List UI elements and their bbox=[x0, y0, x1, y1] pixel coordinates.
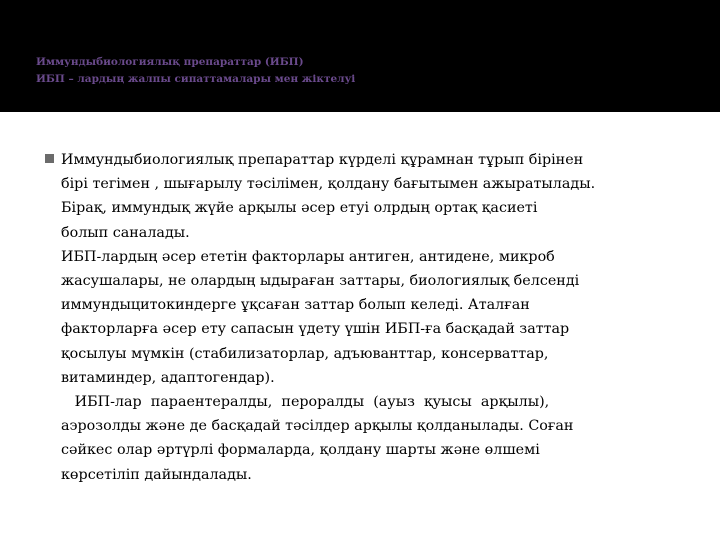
body-line: бірі тегімен , шығарылу тәсілімен, қолдану бағытымен ажыратылады. bbox=[61, 176, 596, 193]
body-line: көрсетіліп дайындалады. bbox=[61, 466, 252, 483]
slide-content bbox=[40, 148, 690, 487]
body-paragraph bbox=[61, 148, 689, 487]
body-line: аэрозолды және де басқадай тәсілдер арқылы қолданылады. Соған bbox=[61, 418, 574, 435]
body-line: болып саналады. bbox=[61, 224, 190, 241]
slide-title-line-1: Иммундыбиологиялық препараттар (ИБП) bbox=[36, 56, 304, 68]
square-bullet-icon bbox=[45, 154, 54, 163]
body-line: жасушалары, не олардың ыдыраған заттары, биологиялық белсенді bbox=[61, 273, 580, 290]
slide-title bbox=[36, 54, 355, 88]
body-line: ИБП-лар параентералды, пероралды (ауыз қуысы арқылы), bbox=[61, 394, 550, 411]
body-line: Бірақ, иммундық жүйе арқылы әсер етуі олрдың ортақ қасиеті bbox=[61, 200, 538, 217]
body-line: иммундыцитокиндерге ұқсаған заттар болып келеді. Аталған bbox=[61, 297, 530, 314]
body-line: сәйкес олар әртүрлі формаларда, қолдану шарты және өлшемі bbox=[61, 442, 540, 459]
body-line: Иммундыбиологиялық препараттар күрделі құрамнан тұрып бірінен bbox=[61, 152, 584, 168]
slide-title-line-2: ИБП – лардың жалпы сипаттамалары мен жіктелуі bbox=[36, 73, 356, 85]
body-line: қосылуы мүмкін (стабилизаторлар, адъюванттар, консерваттар, bbox=[61, 345, 549, 362]
body-line: витаминдер, адаптогендар). bbox=[61, 369, 275, 386]
body-line: факторларға әсер ету сапасын үдету үшін ИБП-ға басқадай заттар bbox=[61, 321, 570, 338]
title-band bbox=[0, 0, 720, 112]
body-line: ИБП-лардың әсер ететін факторлары антиген, антидене, микроб bbox=[61, 248, 555, 265]
